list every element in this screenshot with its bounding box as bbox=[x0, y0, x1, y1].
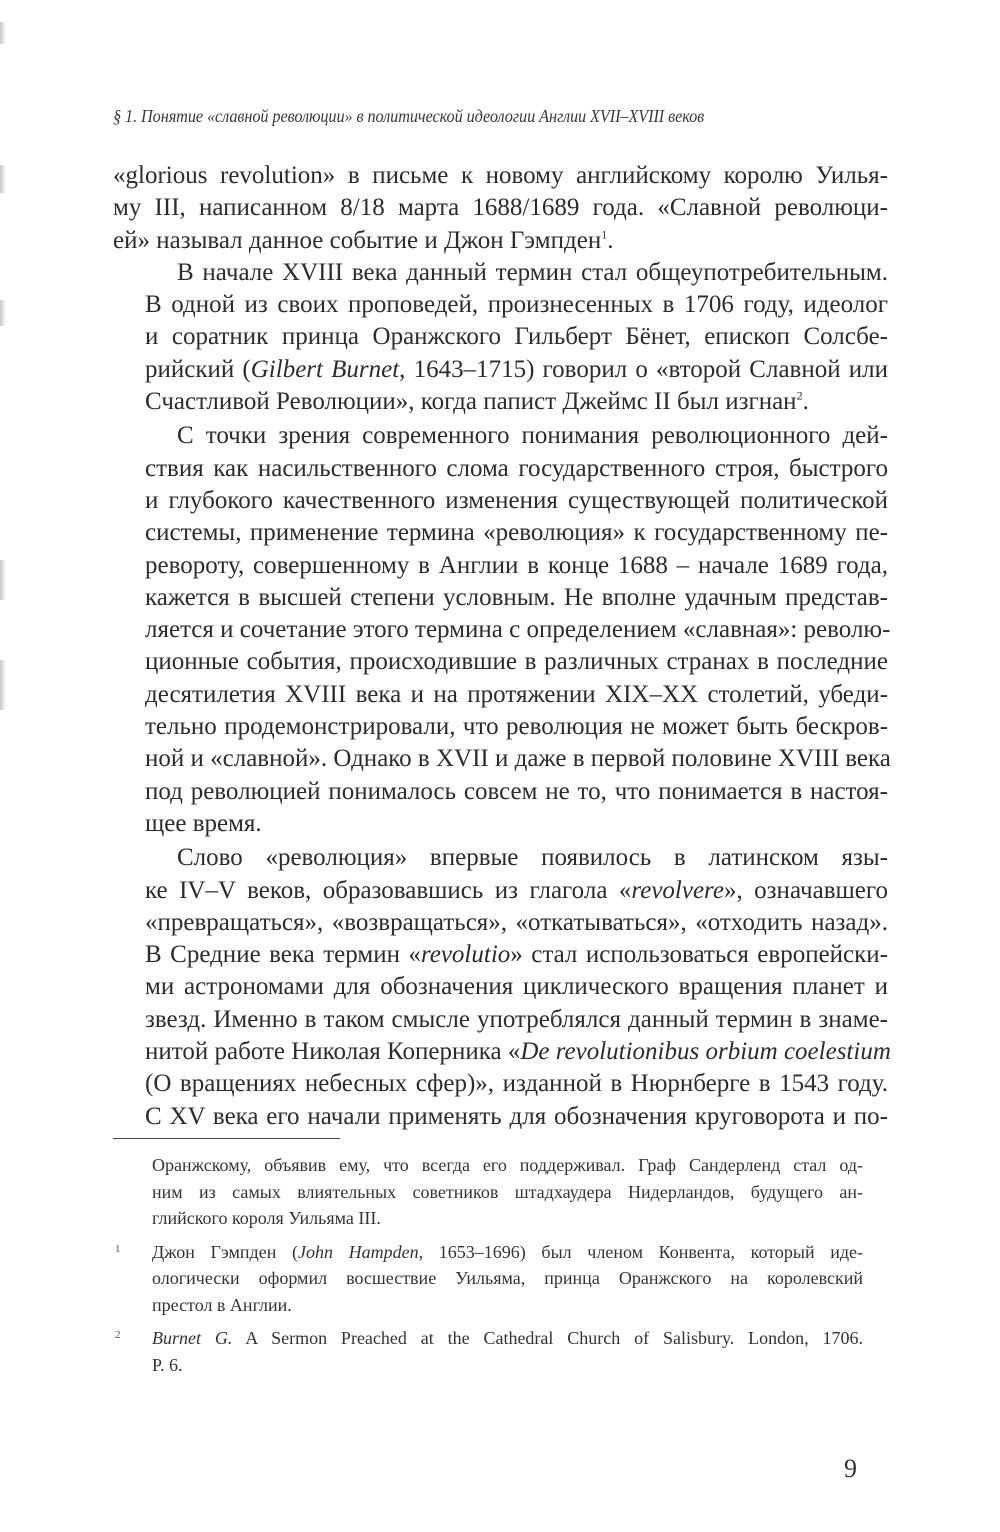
text-line: системы, применение термина «революция» к государственному пе- bbox=[145, 519, 888, 547]
paragraph bbox=[113, 257, 888, 418]
page-number: 9 bbox=[844, 1454, 857, 1483]
text-line bbox=[113, 939, 888, 971]
text-segment: ке IV–V веков, образовавшись из глагола « bbox=[145, 876, 632, 904]
text-line bbox=[113, 875, 888, 907]
scan-margin-smudge bbox=[0, 660, 6, 710]
italic-term: revolvere bbox=[631, 876, 724, 904]
paragraph bbox=[113, 160, 888, 257]
italic-title: De revolutionibus orbium coelestium bbox=[520, 1038, 891, 1066]
paragraph bbox=[113, 420, 891, 840]
text-line: В одной из своих проповедей, произнесенных в 1706 году, идеолог bbox=[145, 291, 888, 319]
text-line: (О вращениях небесных сфер)», изданной в Нюрнберге в 1543 году. bbox=[145, 1070, 888, 1098]
footnote-line: ним из самых влиятельных советников штадхаудера Нидерландов, будущего ан- bbox=[152, 1181, 863, 1202]
footnote-line: глийского короля Уильяма III. bbox=[152, 1208, 381, 1228]
text-segment: . bbox=[802, 388, 809, 416]
footnote-mark: 2 bbox=[115, 1329, 121, 1341]
footnote-divider bbox=[113, 1138, 340, 1139]
scan-margin-smudge bbox=[0, 560, 6, 600]
scan-margin-smudge bbox=[0, 165, 6, 193]
footnote-line: P. 6. bbox=[152, 1354, 183, 1375]
text-segment: нитой работе Николая Коперника « bbox=[145, 1038, 521, 1066]
text-segment: Джон Гэмпден ( bbox=[152, 1241, 298, 1262]
footnote-line bbox=[152, 1239, 863, 1266]
text-line: С XV века его начали применять для обозначения круговорота и по- bbox=[145, 1102, 888, 1130]
text-line: Слово «революция» впервые появилось в латинском язы- bbox=[177, 844, 888, 872]
text-segment: ей» называл данное событие и Джон Гэмпден bbox=[113, 226, 602, 254]
text-line: «glorious revolution» в письме к новому английскому королю Уилья- bbox=[113, 162, 888, 189]
scan-margin-smudge bbox=[0, 300, 6, 326]
text-line: и глубокого качественного изменения существующей политической bbox=[145, 486, 888, 514]
footnote-2 bbox=[113, 1325, 863, 1378]
text-line: ми астрономами для обозначения циклического вращения планет и bbox=[145, 973, 888, 1001]
paragraph bbox=[113, 842, 891, 1133]
footnote-ref[interactable]: 1 bbox=[601, 227, 608, 242]
text-segment: , 1653–1696) был членом Конвента, который иде- bbox=[418, 1241, 864, 1262]
text-line bbox=[113, 354, 888, 386]
text-segment: , 1643–1715) говорил о «второй Славной или bbox=[399, 355, 888, 383]
italic-term: revolutio bbox=[420, 941, 511, 969]
italic-name: Gilbert Burnet bbox=[250, 355, 400, 383]
italic-name: John Hampden bbox=[297, 1241, 419, 1262]
footnotes bbox=[113, 1152, 863, 1385]
text-line bbox=[113, 386, 888, 418]
scan-margin-smudge bbox=[0, 22, 6, 44]
text-line: С точки зрения современного понимания революционного дей- bbox=[177, 422, 888, 450]
text-line bbox=[113, 1036, 891, 1068]
text-segment: », означавшего bbox=[723, 876, 888, 904]
footnote-line: ологически оформил восшествие Уильяма, принца Оранжского на королевский bbox=[152, 1268, 863, 1288]
text-line: и соратник принца Оранжского Гильберт Бёнет, епископ Солсбе- bbox=[145, 323, 888, 351]
text-line: ной и «славной». Однако в XVII и даже в первой половине XVIII века bbox=[145, 745, 891, 773]
footnote-continued bbox=[113, 1152, 863, 1232]
text-line: ляется и сочетание этого термина с определением «славная»: револю- bbox=[145, 616, 891, 644]
text-line: «превращаться», «возвращаться», «откатываться», «отходить назад». bbox=[145, 908, 888, 936]
footnote-ref[interactable]: 2 bbox=[796, 388, 803, 403]
footnote-line bbox=[152, 1325, 863, 1352]
text-segment: . bbox=[607, 226, 614, 254]
text-line: десятилетия XVIII века и на протяжении XIX–XX столетий, убеди- bbox=[145, 680, 888, 708]
footnote-mark: 1 bbox=[115, 1242, 121, 1255]
text-line: ционные события, происходившие в различных странах в последние bbox=[145, 648, 888, 676]
body-text bbox=[113, 160, 891, 1133]
text-segment: рийский ( bbox=[145, 355, 251, 383]
text-line: щее время. bbox=[145, 809, 262, 837]
text-line: под революцией понималось совсем не то, что понимается в настоя- bbox=[145, 777, 888, 805]
text-line bbox=[113, 225, 888, 257]
text-line: тельно продемонстрировали, что революция не может быть бескров- bbox=[145, 713, 888, 741]
text-line: В начале XVIII века данный термин стал общеупотребительным. bbox=[177, 258, 888, 286]
text-line: кажется в высшей степени условным. Не вполне удачным представ- bbox=[145, 583, 888, 611]
footnote-1 bbox=[113, 1239, 863, 1319]
text-line: му III, написанном 8/18 марта 1688/1689 года. «Славной революци- bbox=[113, 194, 888, 222]
text-segment: A Sermon Preached at the Cathedral Church of Salisbury. London, 1706. bbox=[232, 1328, 863, 1348]
text-line: ревороту, совершенному в Англии в конце 1688 – начале 1689 года, bbox=[145, 551, 888, 579]
footnote-line: престол в Англии. bbox=[152, 1294, 292, 1315]
footnote-line: Оранжскому, объявив ему, что всегда его поддерживал. Граф Сандерленд стал од- bbox=[152, 1155, 863, 1175]
text-segment: » стал использоваться европейски- bbox=[510, 941, 889, 969]
running-header: § 1. Понятие «славной революции» в политической идеологии Англии XVII–XVIII веков bbox=[113, 106, 705, 126]
text-line: ствия как насильственного слома государственного строя, быстрого bbox=[145, 454, 888, 482]
text-segment: Счастливой Революции», когда папист Джеймс II был изгнан bbox=[145, 388, 797, 416]
italic-author: Burnet G. bbox=[152, 1328, 233, 1348]
text-segment: В Средние века термин « bbox=[145, 941, 421, 969]
text-line: звезд. Именно в таком смысле употреблялся данный термин в знаме- bbox=[145, 1005, 888, 1033]
